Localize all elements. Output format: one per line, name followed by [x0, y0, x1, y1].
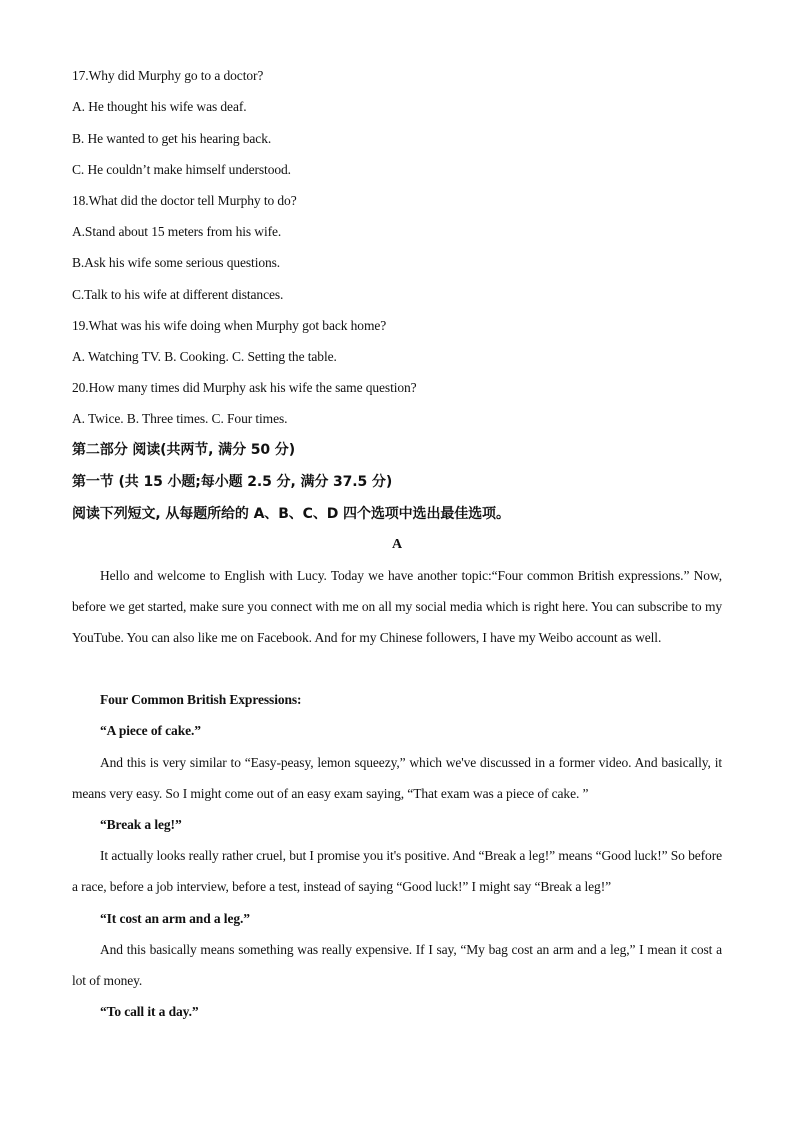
question-18-option-b: B.Ask his wife some serious questions.: [72, 255, 281, 270]
expression-3-text: And this basically means something was really expensive. If I say, “My bag cost an arm and a leg,” I mean it cost a lot of money.: [72, 942, 722, 988]
question-17-option-b: B. He wanted to get his hearing back.: [72, 131, 272, 146]
question-18-option-c: C.Talk to his wife at different distances.: [72, 287, 284, 302]
part-title: 第二部分 阅读(共两节, 满分 50 分): [72, 442, 295, 458]
expressions-heading: Four Common British Expressions:: [100, 692, 302, 707]
expression-4-title: “To call it a day.”: [100, 1004, 199, 1019]
expression-1-title: “A piece of cake.”: [100, 723, 201, 738]
question-19-stem: 19.What was his wife doing when Murphy got back home?: [72, 318, 387, 333]
question-19-options: A. Watching TV. B. Cooking. C. Setting the table.: [72, 349, 337, 364]
question-17-option-a: A. He thought his wife was deaf.: [72, 99, 247, 114]
question-18-stem: 18.What did the doctor tell Murphy to do?: [72, 193, 297, 208]
passage-intro: Hello and welcome to English with Lucy. Today we have another topic:“Four common British expressions.” Now, before we get started, make sure you connect with me on all my social media which is right here. You can subscribe to my YouTube. You can also like me on Facebook. And for my Chinese followers, I have my Weibo account as well.: [72, 568, 722, 645]
expression-1-text: And this is very similar to “Easy-peasy, lemon squeezy,” which we've discussed in a former video. And basically, it means very easy. So I might come out of an easy exam saying, “That exam was a piece of cake. ”: [72, 755, 722, 801]
expression-2-text: It actually looks really rather cruel, but I promise you it's positive. And “Break a leg!” means “Good luck!” So before a race, before a job interview, before a test, instead of saying “Good luck!” I might say “Break a leg!”: [72, 848, 722, 894]
question-17-stem: 17.Why did Murphy go to a doctor?: [72, 68, 264, 83]
question-20-options: A. Twice. B. Three times. C. Four times.: [72, 411, 288, 426]
expression-3-title: “It cost an arm and a leg.”: [100, 911, 250, 926]
question-20-stem: 20.How many times did Murphy ask his wife the same question?: [72, 380, 417, 395]
passage-label: A: [391, 537, 402, 552]
reading-instruction: 阅读下列短文, 从每题所给的 A、B、C、D 四个选项中选出最佳选项。: [72, 506, 510, 522]
expression-2-title: “Break a leg!”: [100, 817, 182, 832]
question-17-option-c: C. He couldn’t make himself understood.: [72, 162, 291, 177]
question-18-option-a: A.Stand about 15 meters from his wife.: [72, 224, 282, 239]
section-subtitle: 第一节 (共 15 小题;每小题 2.5 分, 满分 37.5 分): [72, 474, 393, 490]
